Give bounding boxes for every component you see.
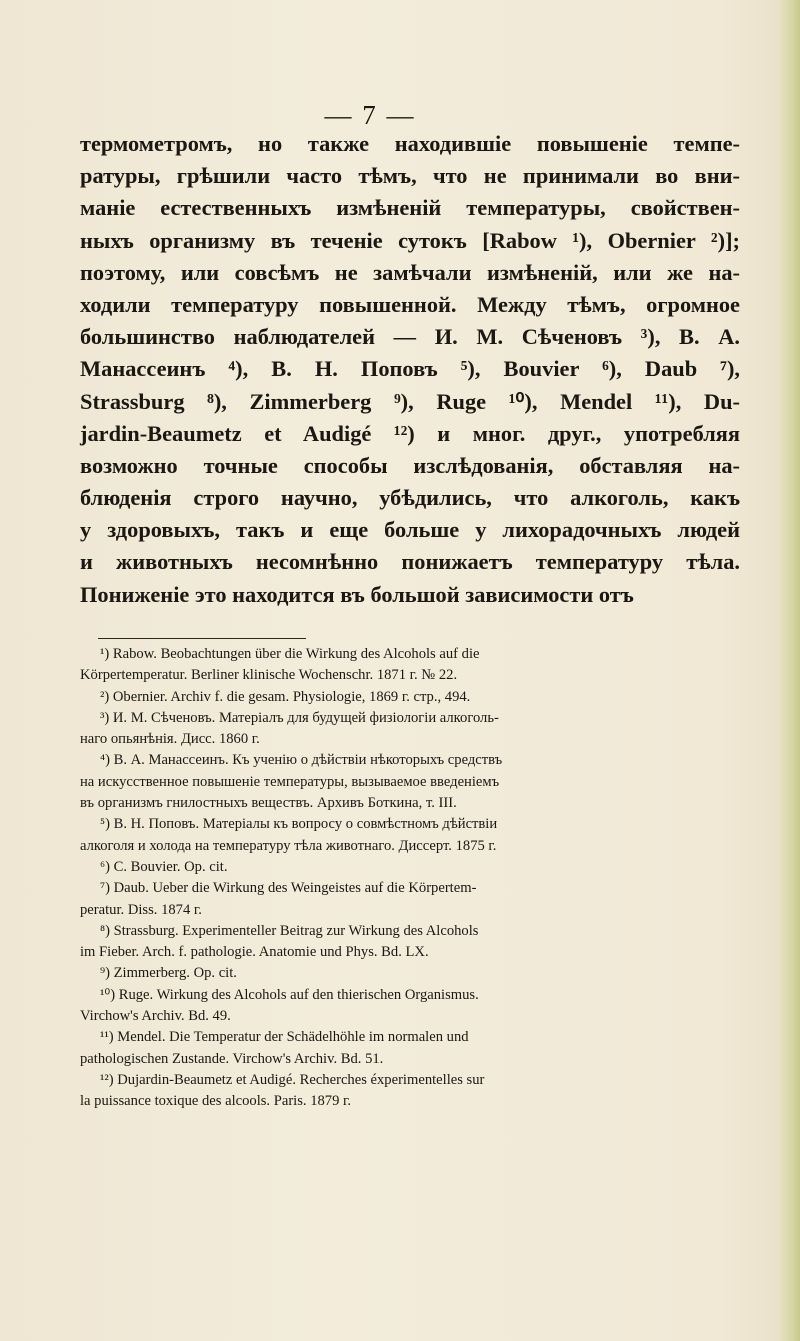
- footnote-line: ⁵) В. Н. Поповъ. Матеріалы къ вопросу о совмѣстномъ дѣйствіи: [100, 816, 498, 833]
- footnote-line: наго опьянѣнія. Дисс. 1860 г.: [80, 731, 260, 748]
- footnote-line: ⁸) Strassburg. Experimenteller Beitrag zur Wirkung des Alcohols: [100, 922, 479, 939]
- footnote-10: [80, 985, 740, 1028]
- footnote-7: [80, 878, 740, 921]
- body-line: возможно точные способы изслѣдованія, обставляя на-: [80, 452, 740, 478]
- footnote-line: Körpertemperatur. Berliner klinische Wochenschr. 1871 г. № 22.: [80, 667, 458, 684]
- footnote-line: на искусственное повышеніе температуры, вызываемое введеніемъ: [80, 773, 500, 790]
- body-line: Манассеинъ ⁴), В. Н. Поповъ ⁵), Bouvier ⁶), Daub ⁷),: [80, 356, 740, 382]
- body-line: Пониженіе это находится въ большой зависимости отъ: [80, 581, 634, 607]
- footnote-line: Virchow's Archiv. Bd. 49.: [80, 1008, 231, 1025]
- page-edge-shadow: [778, 0, 800, 1341]
- footnote-line: алкоголя и холода на температуру тѣла животнаго. Диссерт. 1875 г.: [80, 837, 497, 854]
- body-line: поэтому, или совсѣмъ не замѣчали измѣненій, или же на-: [80, 259, 740, 285]
- footnote-line: ³) И. М. Сѣченовъ. Матеріалъ для будущей физіологіи алкоголь-: [100, 709, 499, 726]
- body-line: большинство наблюдателей — И. М. Сѣченовъ ³), В. А.: [80, 324, 740, 350]
- footnote-line: peratur. Diss. 1874 г.: [80, 901, 202, 918]
- body-line: ходили температуру повышенной. Между тѣмъ, огромное: [80, 291, 740, 317]
- footnote-9: [80, 963, 740, 984]
- footnote-line: ¹⁰) Ruge. Wirkung des Alcohols auf den thierischen Organismus.: [100, 986, 479, 1003]
- body-line: у здоровыхъ, такъ и еще больше у лихорадочныхъ людей: [80, 517, 740, 543]
- footnote-line: im Fieber. Arch. f. pathologie. Anatomie und Phys. Bd. LX.: [80, 944, 429, 961]
- footnote-line: ¹) Rabow. Beobachtungen über die Wirkung des Alcohols auf die: [100, 646, 480, 662]
- body-line: ныхъ организму въ теченіе сутокъ [Rabow ¹), Obernier ²)];: [80, 227, 740, 253]
- footnote-3: [80, 708, 740, 751]
- footnote-line: ⁴) В. А. Манассеинъ. Къ ученію о дѣйствіи нѣкоторыхъ средствъ: [100, 752, 503, 769]
- footnote-8: [80, 921, 740, 964]
- footnote-6: [80, 857, 740, 878]
- footnote-line: ⁹) Zimmerberg. Op. cit.: [100, 965, 237, 982]
- footnote-line: la puissance toxique des alcools. Paris. 1879 г.: [80, 1093, 352, 1110]
- body-line: Strassburg ⁸), Zimmerberg ⁹), Ruge ¹⁰), Mendel ¹¹), Du-: [80, 388, 740, 414]
- footnote-12: [80, 1070, 740, 1113]
- body-line: термометромъ, но также находившіе повышеніе темпе-: [80, 131, 740, 156]
- body-line: jardin-Beaumetz et Audigé ¹²) и мног. друг., употребляя: [80, 420, 740, 446]
- footnote-line: ¹¹) Mendel. Die Temperatur der Schädelhöhle im normalen und: [100, 1029, 469, 1046]
- footnote-line: ²) Obernier. Archiv f. die gesam. Physiologie, 1869 г. стр., 494.: [100, 688, 471, 705]
- body-line: ратуры, грѣшили часто тѣмъ, что не принимали во вни-: [80, 163, 740, 189]
- footnotes: [80, 644, 740, 1113]
- footnote-line: ⁶) C. Bouvier. Op. cit.: [100, 858, 228, 875]
- footnote-line: въ организмъ гнилостныхъ веществъ. Архивъ Боткина, т. III.: [80, 795, 457, 812]
- footnote-divider: [98, 638, 306, 639]
- footnote-5: [80, 814, 740, 857]
- footnote-1: [80, 644, 740, 687]
- footnote-2: [80, 687, 740, 708]
- body-text: [80, 128, 740, 611]
- footnote-line: ¹²) Dujardin-Beaumetz et Audigé. Recherches éxperimentelles sur: [100, 1071, 485, 1088]
- footnote-11: [80, 1027, 740, 1070]
- body-line: и животныхъ несомнѣнно понижаетъ температуру тѣла.: [80, 549, 740, 575]
- body-line: блюденія строго научно, убѣдились, что алкоголь, какъ: [80, 485, 740, 511]
- footnote-line: ⁷) Daub. Ueber die Wirkung des Weingeistes auf die Körpertem-: [100, 880, 477, 897]
- footnote-4: [80, 750, 740, 814]
- body-line: маніе естественныхъ измѣненій температуры, свойствен-: [80, 195, 740, 221]
- page-number: — 7 —: [324, 100, 416, 130]
- footnote-line: pathologischen Zustande. Virchow's Archiv. Bd. 51.: [80, 1050, 384, 1067]
